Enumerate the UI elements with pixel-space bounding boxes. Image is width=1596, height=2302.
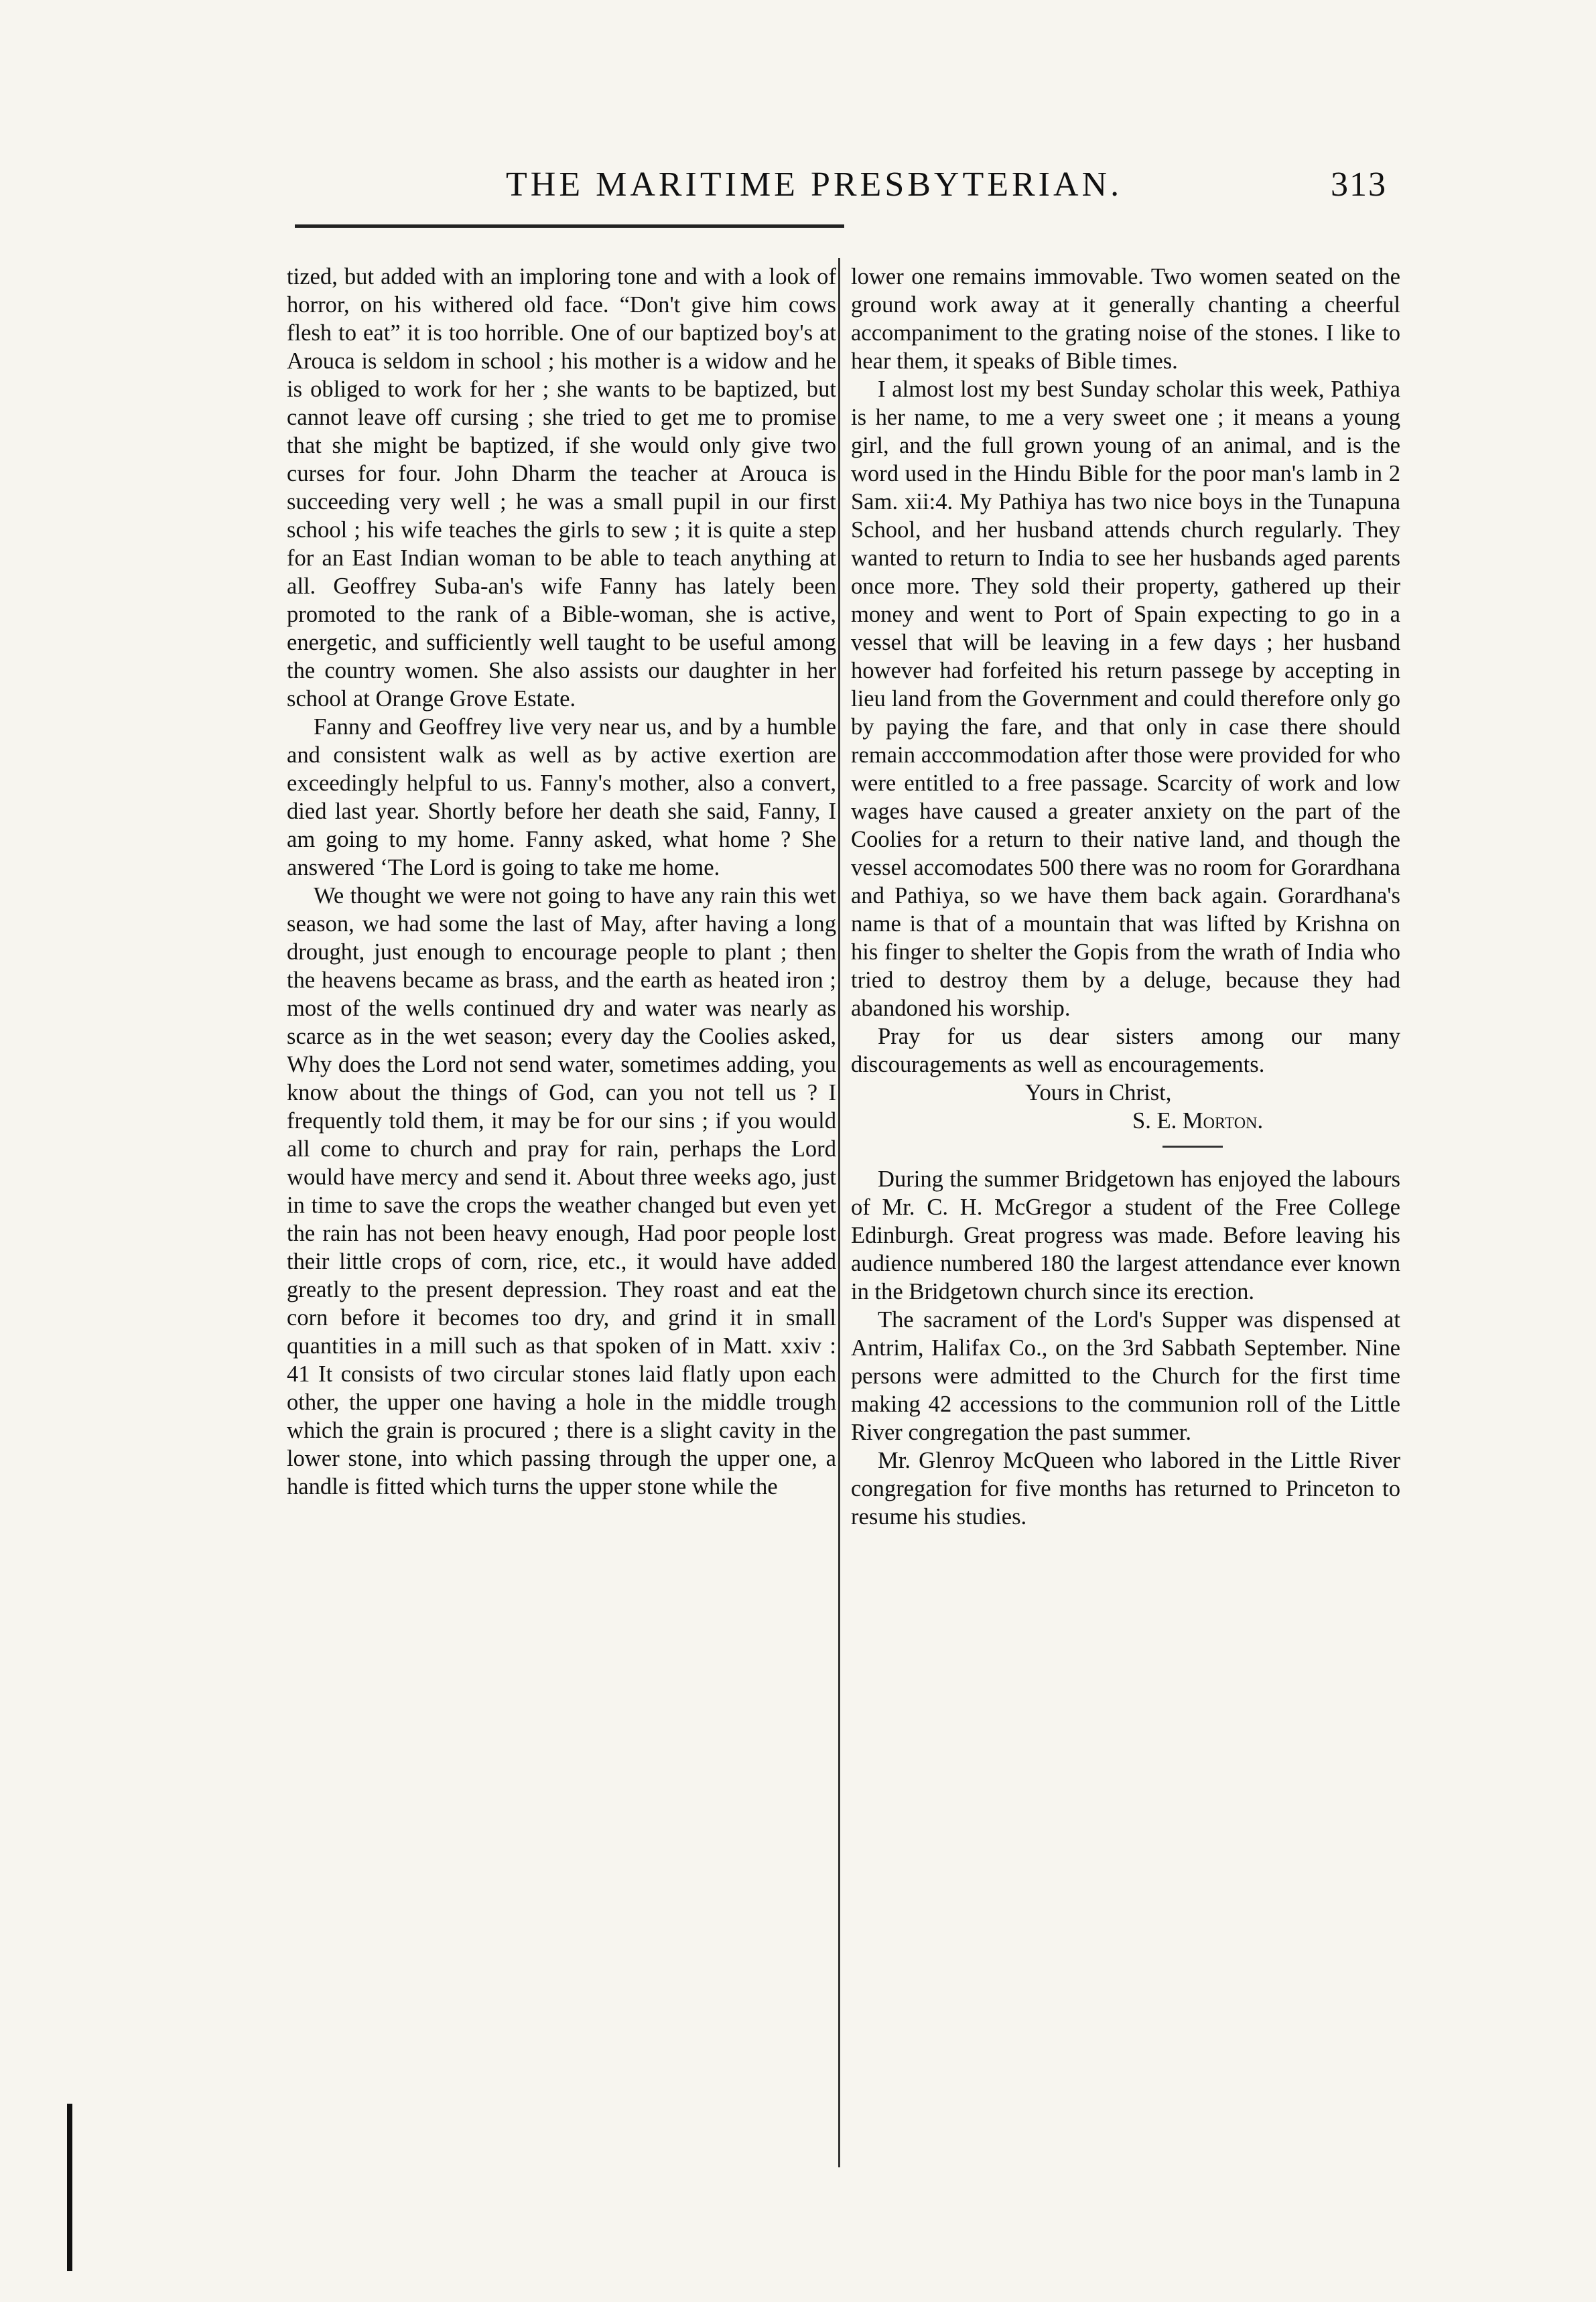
column-divider [838,258,840,2167]
news-item: During the summer Bridgetown has enjoyed the labours of Mr. C. H. McGregor a student of the Free College Edinburgh. Great progress was made. Before leaving his audience numbered 180 the largest attendance ever known in the Bridgetown church since its erection. [851,1166,1400,1304]
paragraph: I almost lost my best Sunday scholar this week, Pathiya is her name, to me a very sweet one ; it means a young girl, and the full grown young of an animal, and is the word used in the Hindu Bible for the poor man's lamb in 2 Sam. xii:4. My Pathiya has two nice boys in the Tunapuna School, and her husband attends church regularly. They wanted to return to India to see her husbands aged parents once more. They sold their property, gathered up their money and went to Port of Spain expecting to go in a vessel that will be leaving in a few days ; her husband however had forfeited his return passege by accepting in lieu land from the Government and could therefore only go by paying the fare, and that only in case there should remain acccommodation after those were provided for who were entitled to a free passage. Scarcity of work and low wages have caused a greater anxiety on the part of the Coolies for a return to their native land, and though the vessel accomodates 500 there was no room for Gorardhana and Pathiya, so we have them back again. Gorardhana's name is that of a mountain that was lifted by Krishna on his finger to shelter the Gopis from the wrath of India who tried to destroy them by a deluge, because they had abandoned his worship. [851,377,1400,1021]
header-rule [295,224,844,228]
left-column [287,263,836,1501]
paragraph: tized, but added with an imploring tone and with a look of horror, on his withered old face. “Don't give him cows flesh to eat” it is too horrible. One of our baptized boy's at Arouca is seldom in school ; his mother is a widow and he is obliged to work for her ; she wants to be baptized, but cannot leave off cursing ; she tried to get me to promise that she might be baptized, if she would only give two curses for four. John Dharm the teacher at Arouca is succeeding very well ; he was a small pupil in our first school ; his wife teaches the girls to sew ; it is quite a step for an East Indian woman to be able to teach anything at all. Geoffrey Suba-an's wife Fanny has lately been promoted to the rank of a Bible-woman, she is active, energetic, and sufficiently well taught to be useful among the country women. She also assists our daughter in her school at Orange Grove Estate. [287,264,836,712]
paragraph: lower one remains immovable. Two women seated on the ground work away at it generally chanting a cheerful accompaniment to the grating noise of the stones. I like to hear them, it speaks of Bible times. [851,264,1400,374]
paragraph: Pray for us dear sisters among our many discouragements as well as encouragements. [851,1024,1400,1077]
signature: S. E. Morton. [1132,1108,1264,1134]
running-header [288,165,1387,212]
news-item: Mr. Glenroy McQueen who labored in the Little River congregation for five months has returned to Princeton to resume his studies. [851,1448,1400,1530]
section-rule [1162,1146,1223,1148]
paragraph: We thought we were not going to have any rain this wet season, we had some the last of May, after having a long drought, just enough to encourage people to plant ; then the heavens became as brass, and the earth as heated iron ; most of the wells continued dry and water was nearly as scarce as in the wet season; every day the Coolies asked, Why does the Lord not send water, sometimes adding, you know about the things of God, can you not tell us ? I frequently told them, it may be for our sins ; if you would all come to church and pray for rain, perhaps the Lord would have mercy and send it. About three weeks ago, just in time to save the crops the weather changed but even yet the rain has not been heavy enough, Had poor people lost their little crops of corn, rice, etc., it would have added greatly to the present depression. They roast and eat the corn before it becomes too dry, and grind it in small quantities in a mill such as that spoken of in Matt. xxiv : 41 It consists of two circular stones laid flatly upon each other, the upper one having a hole in the middle trough which the grain is procured ; there is a slight cavity in the lower stone, into which passing through the upper one, a handle is fitted which turns the upper stone while the [287,883,836,1499]
right-column [851,263,1400,1531]
binding-mark [67,2104,72,2271]
closing-line: Yours in Christ, [1025,1080,1172,1105]
page-number: 313 [1331,165,1387,204]
paragraph: Fanny and Geoffrey live very near us, and by a humble and consistent walk as well as by active exertion are exceedingly helpful to us. Fanny's mother, also a convert, died last year. Shortly before her death she said, Fanny, I am going to my home. Fanny asked, what home ? She answered ‘The Lord is going to take me home. [287,714,836,880]
journal-title: THE MARITIME PRESBYTERIAN. [506,165,1123,204]
news-item: The sacrament of the Lord's Supper was dispensed at Antrim, Halifax Co., on the 3rd Sabbath September. Nine persons were admitted to the Church for the first time making 42 accessions to the communion roll of the Little River congregation the past summer. [851,1307,1400,1445]
